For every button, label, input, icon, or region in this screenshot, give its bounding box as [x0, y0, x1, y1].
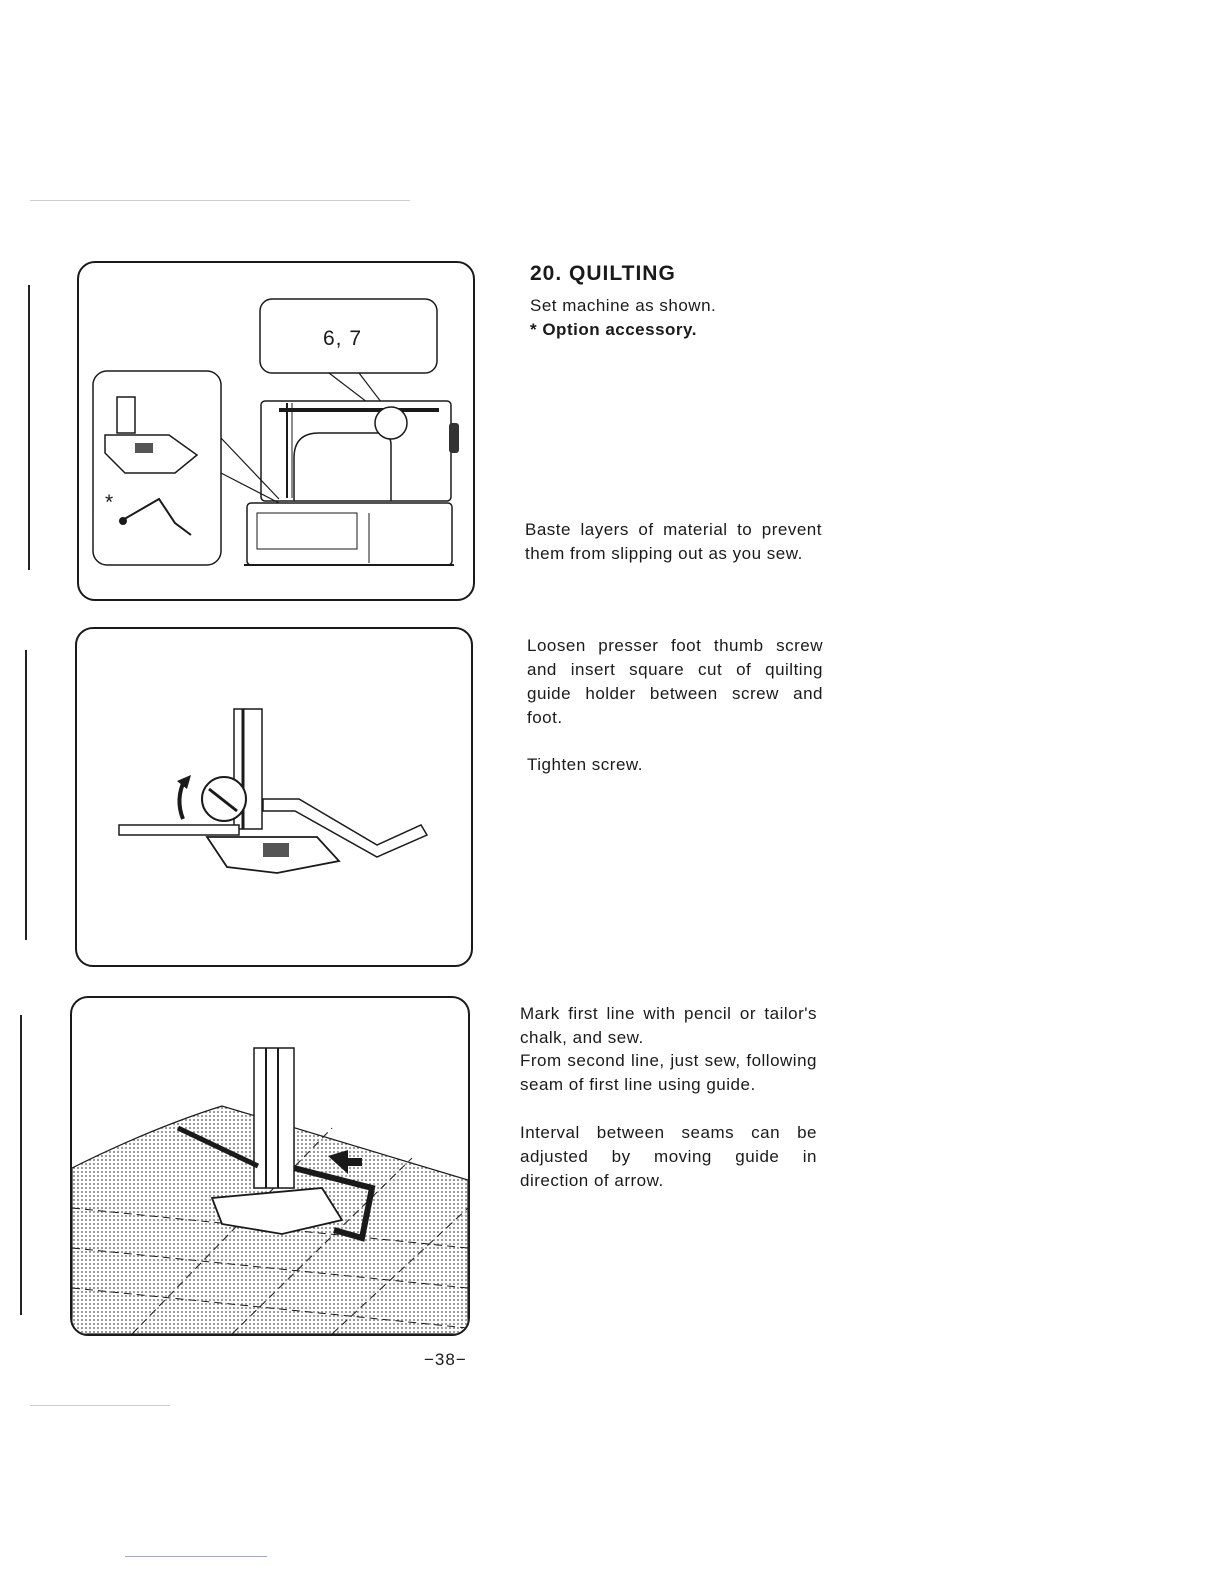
machine-illustration	[79, 263, 473, 599]
paragraph-mark-line: Mark first line with pencil or tailor's chalk, and sew.	[520, 1004, 817, 1047]
figure-machine-setup	[77, 261, 475, 601]
option-asterisk: *	[105, 491, 115, 514]
intro-text: Set machine as shown.	[530, 296, 717, 315]
scan-edge-left-1	[28, 285, 30, 570]
quilting-illustration	[72, 998, 468, 1334]
callout-pattern-number: 6, 7	[323, 327, 363, 350]
paragraph-tighten-screw: Tighten screw.	[527, 755, 643, 774]
scan-edge-left-2	[25, 650, 27, 940]
scan-edge-top	[30, 200, 410, 201]
scan-edge-bottom	[30, 1405, 170, 1406]
paragraph-interval: Interval between seams can be adjusted by moving guide in direction of arrow.	[520, 1123, 817, 1190]
option-note: * Option accessory.	[530, 320, 697, 339]
section-title: 20. QUILTING	[530, 262, 676, 285]
figure-attach-guide	[75, 627, 473, 967]
paragraph-loosen-screw: Loosen presser foot thumb screw and insert square cut of quilting guide holder between screw and foot.	[527, 636, 823, 727]
guide-attachment-illustration	[77, 629, 471, 965]
paragraph-baste: Baste layers of material to prevent them from slipping out as you sew.	[525, 520, 822, 563]
figure-sewing-with-guide	[70, 996, 470, 1336]
scan-mark-bottom	[125, 1556, 267, 1557]
paragraph-second-line: From second line, just sew, following seam of first line using guide.	[520, 1051, 817, 1094]
page-number: −38−	[424, 1350, 467, 1369]
scan-edge-left-3	[20, 1015, 22, 1315]
